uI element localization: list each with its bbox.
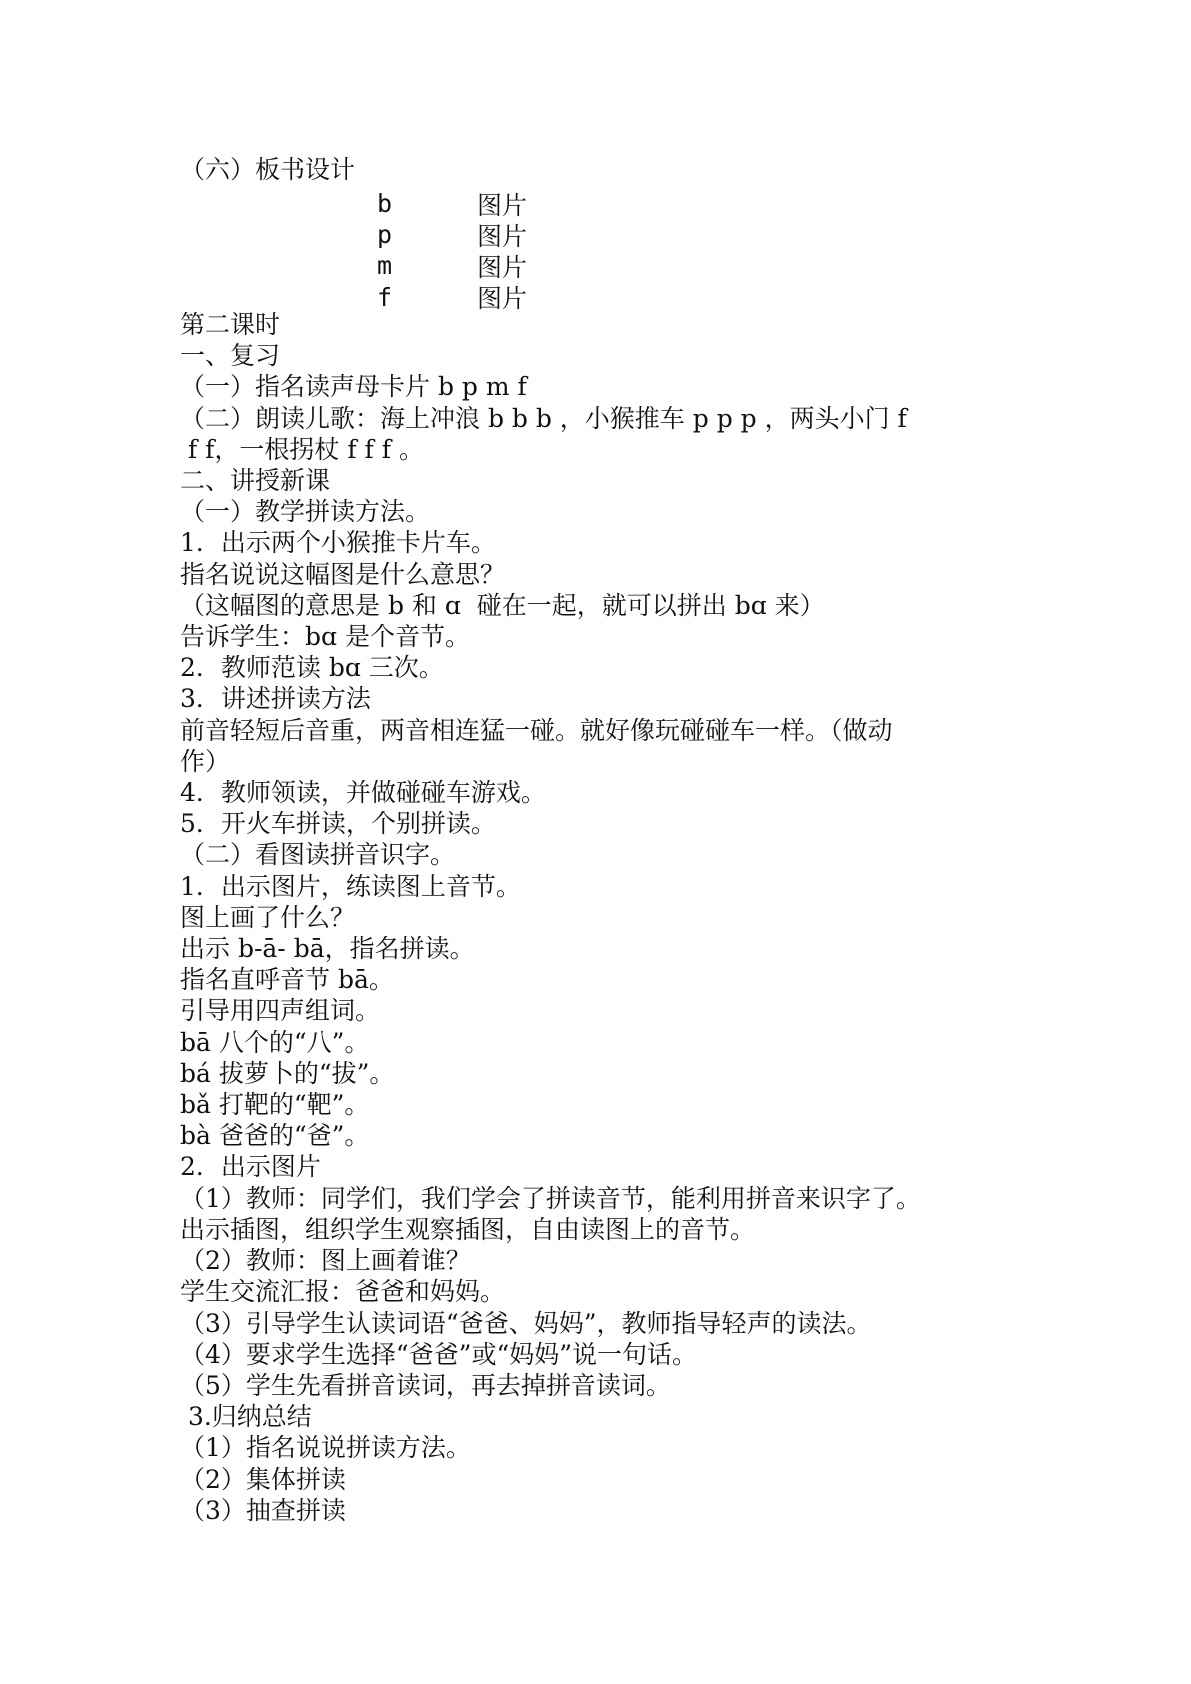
board-row bbox=[377, 219, 527, 250]
text-line: （二）看图读拼音识字。 bbox=[180, 840, 456, 870]
text-line: 2．出示图片 bbox=[180, 1152, 321, 1182]
text-line: bà 爸爸的“爸”。 bbox=[180, 1121, 370, 1151]
text-line: 4．教师领读，并做碰碰车游戏。 bbox=[180, 778, 546, 808]
text-line: （1）教师：同学们，我们学会了拼读音节，能利用拼音来识字了。 bbox=[180, 1183, 921, 1213]
board-label: 图片 bbox=[477, 252, 528, 282]
text-line: 作） bbox=[180, 746, 231, 776]
board-label: 图片 bbox=[477, 221, 528, 251]
text-line: bá 拔萝卜的“拔”。 bbox=[180, 1058, 395, 1088]
text-line: （这幅图的意思是 b 和 ɑ 碰在一起，就可以拼出 bɑ 来） bbox=[180, 590, 825, 620]
section-heading-board-design: （六）板书设计 bbox=[180, 155, 356, 184]
board-row bbox=[377, 188, 527, 219]
text-line: 引导用四声组词。 bbox=[180, 996, 381, 1026]
text-line: 3.归纳总结 bbox=[180, 1402, 312, 1432]
text-line: 指名直呼音节 bā。 bbox=[180, 965, 394, 995]
text-line: （2）集体拼读 bbox=[180, 1464, 346, 1494]
text-line: 5．开火车拼读，个别拼读。 bbox=[180, 809, 496, 839]
section-heading: 二、讲授新课 bbox=[180, 466, 331, 496]
text-line: （2）教师：图上画着谁？ bbox=[180, 1246, 471, 1276]
text-line: （一）教学拼读方法。 bbox=[180, 497, 431, 527]
text-line: 2．教师范读 bɑ 三次。 bbox=[180, 653, 444, 683]
board-letter: f bbox=[377, 282, 393, 312]
text-line: （4）要求学生选择“爸爸”或“妈妈”说一句话。 bbox=[180, 1339, 698, 1369]
section-heading: 一、复习 bbox=[180, 341, 281, 371]
board-letter: b bbox=[377, 189, 393, 219]
text-line: bā 八个的“八”。 bbox=[180, 1027, 370, 1057]
board-label: 图片 bbox=[477, 284, 528, 314]
text-line: （1）指名说说拼读方法。 bbox=[180, 1433, 471, 1463]
board-design-table bbox=[377, 188, 527, 313]
text-line: （3）抽查拼读 bbox=[180, 1495, 346, 1525]
lesson-content bbox=[180, 309, 1020, 1526]
text-line: 告诉学生：bɑ 是个音节。 bbox=[180, 622, 470, 652]
text-line: 图上画了什么？ bbox=[180, 902, 356, 932]
board-letter: p bbox=[377, 220, 393, 250]
text-line: 3．讲述拼读方法 bbox=[180, 684, 371, 714]
lesson-title: 第二课时 bbox=[180, 310, 281, 339]
text-line: （二）朗读儿歌：海上冲浪 b b b ，小猴推车 p p p ，两头小门 f bbox=[180, 403, 907, 433]
board-label: 图片 bbox=[477, 190, 528, 220]
text-line: 前音轻短后音重，两音相连猛一碰。就好像玩碰碰车一样。（做动 bbox=[180, 715, 893, 745]
text-line: f f，一根拐杖 f f f 。 bbox=[180, 434, 424, 464]
text-line: 1．出示图片，练读图上音节。 bbox=[180, 871, 521, 901]
text-line: 出示 b-ā- bā，指名拼读。 bbox=[180, 934, 475, 964]
text-line: （5）学生先看拼音读词，再去掉拼音读词。 bbox=[180, 1370, 671, 1400]
text-line: 出示插图，组织学生观察插图，自由读图上的音节。 bbox=[180, 1214, 756, 1244]
text-line: 指名说说这幅图是什么意思？ bbox=[180, 559, 506, 589]
board-letter: m bbox=[377, 251, 393, 281]
text-line: bǎ 打靶的“靶”。 bbox=[180, 1090, 370, 1120]
text-line: 1．出示两个小猴推卡片车。 bbox=[180, 528, 496, 558]
text-line: （3）引导学生认读词语“爸爸、妈妈”，教师指导轻声的读法。 bbox=[180, 1308, 872, 1338]
text-line: 学生交流汇报：爸爸和妈妈。 bbox=[180, 1277, 506, 1307]
text-line: （一）指名读声母卡片 b p m f bbox=[180, 372, 527, 402]
board-row bbox=[377, 250, 527, 281]
